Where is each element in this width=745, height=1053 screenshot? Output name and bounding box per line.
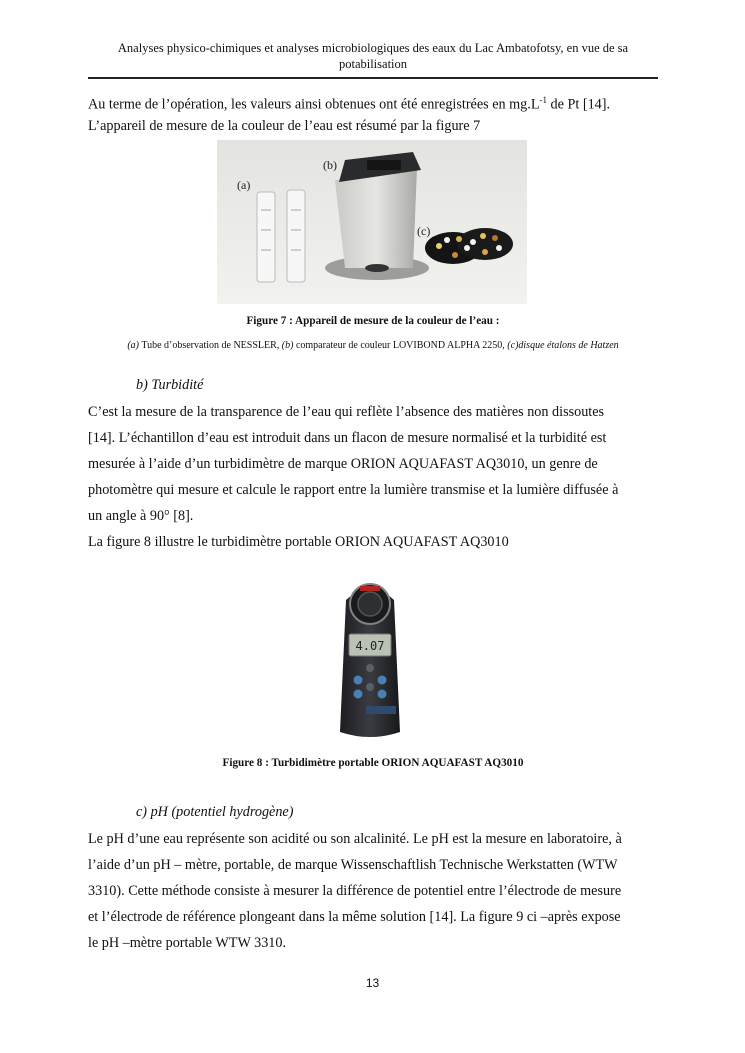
label-c: (c) — [417, 224, 431, 238]
turbidity-line-4: photomètre qui mesure et calcule le rapport entre la lumière transmise et la lumière diffusée à — [88, 482, 619, 498]
header-line-1: Analyses physico-chimiques et analyses microbiologiques des eaux du Lac Ambatofotsy, en vue de sa — [117, 41, 629, 55]
ph-line-4: et l’électrode de référence plongeant dans la même solution [14]. La figure 9 ci –après expose — [88, 909, 621, 925]
figure8-image — [328, 582, 412, 740]
figure7-photo — [217, 140, 527, 304]
turbidity-line-3: mesurée à l’aide d’un turbidimètre de marque ORION AQUAFAST AQ3010, un genre de — [88, 456, 598, 472]
figure7-legend: (a) Tube d’observation de NESSLER, (b) comparateur de couleur LOVIBOND ALPHA 2250, (c)disque étalons de Hatzen — [127, 340, 619, 351]
figure7-image — [217, 140, 527, 304]
turbidity-line-6: La figure 8 illustre le turbidimètre portable ORION AQUAFAST AQ3010 — [88, 534, 509, 550]
turbidity-line-2: [14]. L’échantillon d’eau est introduit dans un flacon de mesure normalisé et la turbidité est — [88, 430, 607, 446]
section-heading-turbidity: b) Turbidité — [136, 377, 204, 393]
page-number: 13 — [365, 976, 380, 990]
turbidimeter-photo — [328, 582, 412, 740]
ph-line-2: l’aide d’un pH – mètre, portable, de marque Wissenschaftlish Technische Werkstatten (WTW — [88, 857, 618, 873]
figure7-caption: Figure 7 : Appareil de mesure de la couleur de l’eau : — [246, 315, 500, 327]
header-rule — [88, 77, 658, 79]
turbidity-line-5: un angle à 90° [8]. — [88, 508, 194, 524]
label-b: (b) — [323, 158, 337, 172]
display-readout: 4.07 — [355, 639, 385, 653]
paragraph-figure7-intro: L’appareil de mesure de la couleur de l’eau est résumé par la figure 7 — [88, 118, 481, 134]
ph-line-5: le pH –mètre portable WTW 3310. — [88, 935, 287, 951]
header-line-2: potabilisation — [338, 57, 408, 71]
figure8-caption: Figure 8 : Turbidimètre portable ORION AQUAFAST AQ3010 — [222, 757, 524, 769]
section-heading-ph: c) pH (potentiel hydrogène) — [136, 804, 294, 820]
label-a: (a) — [237, 178, 251, 192]
turbidity-line-1: C’est la mesure de la transparence de l’eau qui reflète l’absence des matières non dissoutes — [88, 404, 605, 420]
paragraph-units: Au terme de l’opération, les valeurs ainsi obtenues ont été enregistrées en $mg.L^{-1}$ de Pt [14]. — [88, 95, 611, 113]
running-header — [88, 40, 658, 72]
ph-line-1: Le pH d’une eau représente son acidité ou son alcalinité. Le pH est la mesure en laboratoire, à — [88, 831, 622, 847]
ph-line-3: 3310). Cette méthode consiste à mesurer la différence de potentiel entre l’électrode de mesure — [88, 883, 622, 899]
